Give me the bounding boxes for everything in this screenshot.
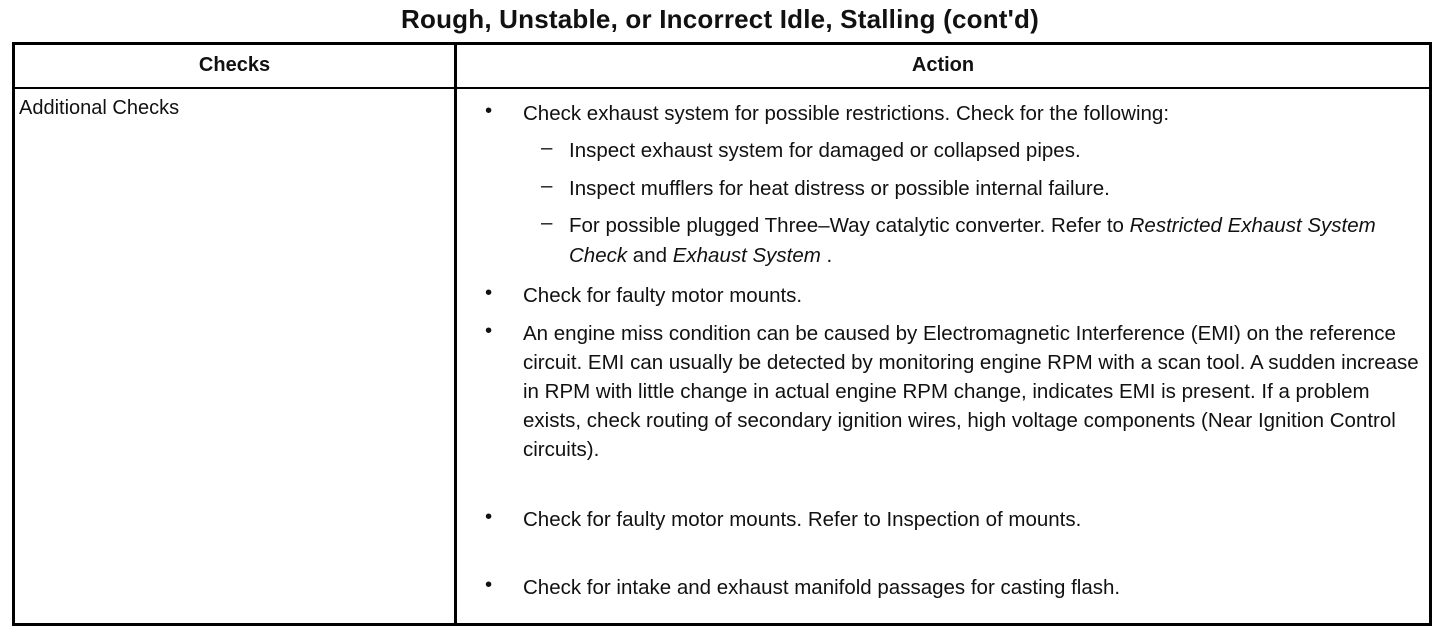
- diagnostic-table: [12, 42, 1432, 626]
- action-item-text: Check for faulty motor mounts.: [523, 284, 803, 307]
- subitem-text-after: .: [820, 244, 833, 267]
- action-item-text: Check for intake and exhaust manifold passages for casting flash.: [523, 576, 1121, 599]
- action-item-text: Check exhaust system for possible restrictions. Check for the following:: [523, 102, 1170, 125]
- checks-cell: Additional Checks: [19, 97, 180, 119]
- page-title: Rough, Unstable, or Incorrect Idle, Stalling (cont'd): [401, 4, 1039, 34]
- column-header-checks: Checks: [198, 54, 271, 76]
- bullet-icon: •: [485, 281, 493, 304]
- subitem-text-before: For possible plugged Three–Way catalytic converter. Refer to: [569, 214, 1130, 237]
- reference-link-restricted-exhaust[interactable]: Restricted Exhaust System Check: [569, 214, 1376, 267]
- column-divider: [454, 45, 457, 623]
- bullet-icon: •: [485, 319, 493, 342]
- dash-icon: –: [541, 211, 553, 234]
- action-item-text: An engine miss condition can be caused by Electromagnetic Interference (EMI) on the reference circuit. EMI can usually be detected by monitoring engine RPM with a scan tool. A sudden increase in RPM with little change in actual engine RPM change, indicates EMI is present. If a problem exists, check routing of secondary ignition wires, high voltage components (Near Ignition Control circuits).: [523, 322, 1419, 461]
- table-header-row: [15, 45, 1429, 89]
- reference-link-exhaust-system[interactable]: Exhaust System: [672, 244, 821, 267]
- bullet-icon: •: [485, 573, 493, 596]
- action-subitem-text: Inspect exhaust system for damaged or collapsed pipes.: [569, 139, 1081, 162]
- action-subitem-text: [569, 211, 1419, 271]
- dash-icon: –: [541, 136, 553, 159]
- column-header-action: Action: [911, 54, 975, 76]
- bullet-icon: •: [485, 505, 493, 528]
- action-item-text: Check for faulty motor mounts. Refer to Inspection of mounts.: [523, 508, 1082, 531]
- subitem-text-middle: and: [627, 244, 673, 267]
- action-subitem-text: Inspect mufflers for heat distress or possible internal failure.: [569, 177, 1110, 200]
- bullet-icon: •: [485, 99, 493, 122]
- dash-icon: –: [541, 174, 553, 197]
